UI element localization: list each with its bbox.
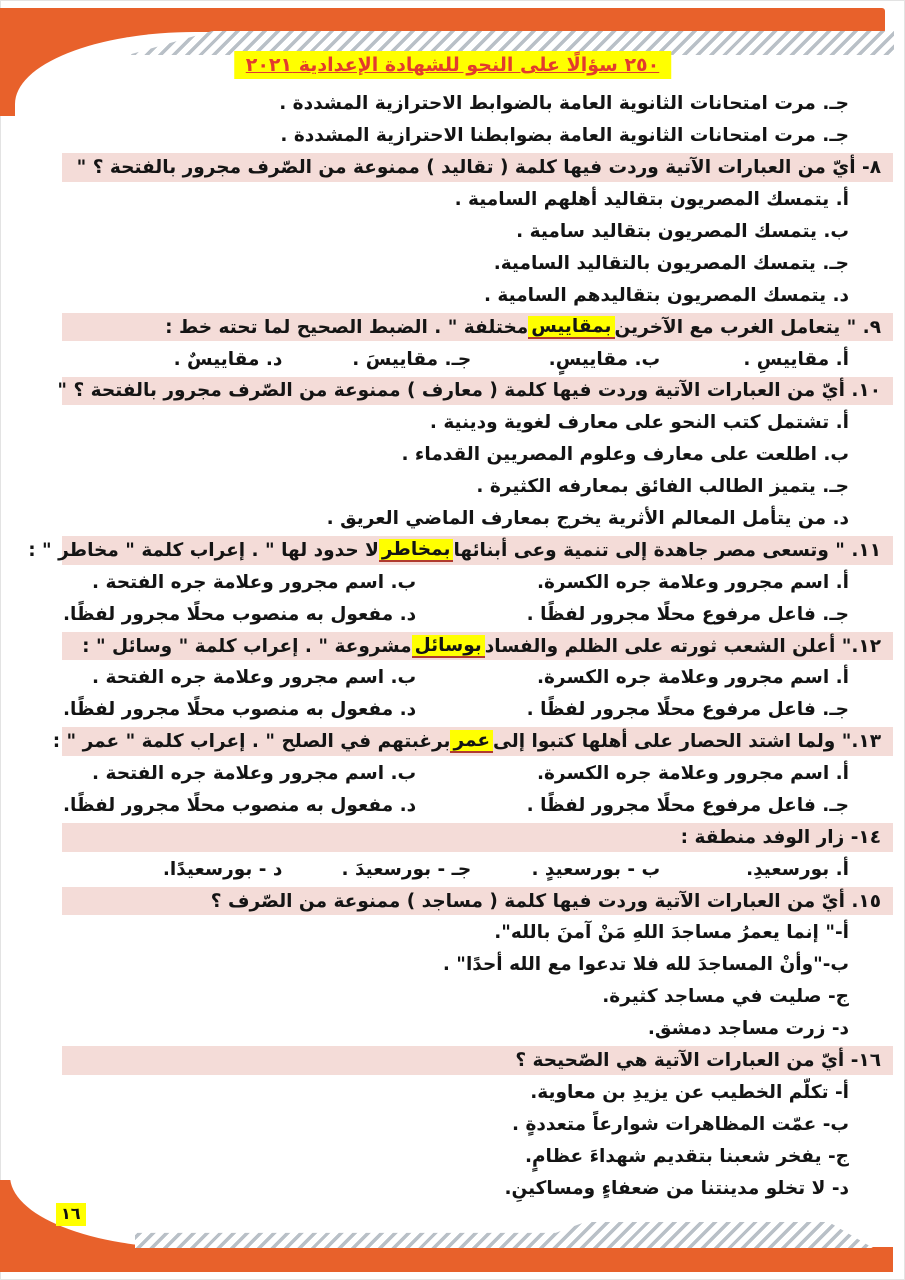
highlighted-word: عمر [450, 730, 493, 753]
option-text: جـ. يتمسك المصريون بالتقاليد السامية. [493, 252, 849, 274]
option-text: د. مفعول به منصوب محلًا مجرور لفظًا. [63, 794, 417, 816]
question-text: ١٦- أيّ من العبارات الآتية هي الصّحيحة ؟ [515, 1050, 881, 1072]
answer-options-row [62, 343, 893, 375]
option-text: ب-"وأنْ المساجدَ لله فلا تدعوا مع الله أحدًا" . [442, 954, 849, 976]
answer-option [62, 1076, 893, 1108]
option-text: ج- صليت في مساجد كثيرة. [602, 986, 849, 1008]
question-text: ١٠. أيّ من العبارات الآتية وردت فيها كلمة ( معارف ) ممنوعة من الصّرف مجرور بالفتحة ؟ " [57, 380, 881, 402]
bottom-orange-band [0, 1247, 893, 1272]
option-text: ب- عمّت المظاهرات شوارعاً متعددةٍ . [512, 1113, 849, 1135]
page-number: ١٦ [56, 1203, 86, 1226]
option-text: أ. مقاييسِ . [743, 348, 849, 370]
highlighted-word: بمخاطر [379, 539, 454, 562]
option-text: د. يتمسك المصريون بتقاليدهم السامية . [483, 284, 849, 306]
answer-option [62, 917, 893, 949]
question-text: برغبتهم في الصلح " . إعراب كلمة " عمر " : [52, 731, 451, 753]
answer-option [62, 407, 893, 439]
option-text: أ-" إنما يعمرُ مساجدَ اللهِ مَنْ آمنَ بالله". [494, 922, 849, 944]
option-text: جـ. يتميز الطالب الفائق بمعارفه الكثيرة . [476, 476, 849, 498]
question-text: ١٢." أعلن الشعب ثورته على الظلم والفساد [484, 635, 881, 657]
question-text: مختلفة " . الضبط الصحيح لما تحته خط : [165, 316, 529, 338]
highlighted-word: بمقاييس [528, 316, 614, 339]
answer-option [62, 1013, 893, 1045]
highlighted-word: بوسائل [412, 635, 485, 658]
question-stem-11 [28, 536, 893, 565]
question-text: ١٥. أيّ من العبارات الآتية وردت فيها كلمة ( مساجد ) ممنوعة من الصّرف ؟ [210, 890, 881, 912]
option-text: د. مفعول به منصوب محلًا مجرور لفظًا. [63, 699, 417, 721]
question-stem-9 [62, 313, 893, 342]
question-text: لا حدود لها " . إعراب كلمة " مخاطر " : [28, 539, 379, 561]
option-text: د. مفعول به منصوب محلًا مجرور لفظًا. [63, 603, 417, 625]
option-text: أ- تكلّم الخطيب عن يزيدِ بن معاوية. [530, 1081, 849, 1103]
answer-options-row [62, 694, 893, 726]
option-text: د- زرت مساجد دمشق. [647, 1018, 849, 1040]
question-text: مشروعة " . إعراب كلمة " وسائل " : [82, 635, 412, 657]
option-text: ب. اسم مجرور وعلامة جره الفتحة . [92, 763, 417, 785]
question-stem-10 [57, 377, 893, 406]
answer-options-row [62, 853, 893, 885]
question-stem-13 [52, 727, 893, 756]
answer-option [62, 279, 893, 311]
question-stem-14 [62, 823, 893, 852]
question-text: ١٤- زار الوفد منطقة : [680, 826, 881, 848]
intro-line-text: جـ. مرت امتحانات الثانوية العامة بالضوابط الاحترازية المشددة . [279, 93, 849, 115]
option-text: أ. اسم مجرور وعلامة جره الكسرة. [536, 571, 849, 593]
question-stem-15 [62, 887, 893, 916]
option-text: أ. اسم مجرور وعلامة جره الكسرة. [536, 667, 849, 689]
question-stem-12 [62, 632, 893, 661]
answer-options-row [62, 598, 893, 630]
answer-option [62, 216, 893, 248]
option-text: أ. بورسعيدِ. [746, 858, 849, 880]
intro-line-text: جـ. مرت امتحانات الثانوية العامة بضوابطنا الاحترازية المشددة . [280, 125, 849, 147]
answer-options-row [62, 790, 893, 822]
answer-option [62, 247, 893, 279]
answer-options-row [62, 566, 893, 598]
option-text: د. من يتأمل المعالم الأثرية يخرج بمعارف الماضي العريق . [326, 507, 849, 529]
option-text: ب. اطلعت على معارف وعلوم المصريين القدماء . [401, 444, 849, 466]
answer-option [62, 503, 893, 535]
question-text: ٨- أيّ من العبارات الآتية وردت فيها كلمة ( تقاليد ) ممنوعة من الصّرف مجرور بالفتحة ؟ " [76, 157, 881, 179]
answer-option [62, 184, 893, 216]
questions-list [28, 88, 893, 1204]
option-text: جـ - بورسعيدَ . [341, 858, 472, 880]
intro-line [62, 88, 893, 120]
option-text: جـ. فاعل مرفوع محلًا مجرور لفظًا . [526, 699, 849, 721]
answer-options-row [62, 662, 893, 694]
question-stem-8 [62, 153, 893, 182]
question-text: ٩. " يتعامل الغرب مع الآخرين [614, 316, 881, 338]
option-text: د. مقاييسٌ . [173, 348, 283, 370]
option-text: أ. اسم مجرور وعلامة جره الكسرة. [536, 763, 849, 785]
option-text: ب. اسم مجرور وعلامة جره الفتحة . [92, 667, 417, 689]
option-text: جـ. مقاييسَ . [352, 348, 472, 370]
answer-option [62, 439, 893, 471]
question-stem-16 [62, 1046, 893, 1075]
option-text: ج- يفخر شعبنا بتقديم شهداءَ عظامٍ. [524, 1145, 849, 1167]
option-text: ب. مقاييسٍ. [548, 348, 661, 370]
answer-option [62, 471, 893, 503]
option-text: جـ. فاعل مرفوع محلًا مجرور لفظًا . [526, 603, 849, 625]
option-text: أ. تشتمل كتب النحو على معارف لغوية ودينية . [429, 412, 849, 434]
option-text: د- لا تخلو مدينتنا من ضعفاءٍ ومساكينِ. [504, 1177, 849, 1199]
option-text: ب - بورسعيدٍ . [531, 858, 661, 880]
answer-option [62, 1172, 893, 1204]
answer-option [62, 1140, 893, 1172]
answer-options-row [62, 758, 893, 790]
option-text: جـ. فاعل مرفوع محلًا مجرور لفظًا . [526, 794, 849, 816]
page-title: ٢٥٠ سؤالًا على النحو للشهادة الإعدادية ٢٠٢١ [234, 51, 672, 79]
intro-line [62, 120, 893, 152]
option-text: أ. يتمسك المصريون بتقاليد أهلهم السامية . [454, 189, 849, 211]
answer-option [62, 1108, 893, 1140]
option-text: ب. يتمسك المصريون بتقاليد سامية . [516, 220, 849, 242]
answer-option [62, 981, 893, 1013]
question-text: ١٣." ولما اشتد الحصار على أهلها كتبوا إلى [493, 731, 881, 753]
option-text: د - بورسعيدًا. [162, 858, 283, 880]
question-text: ١١. " وتسعى مصر جاهدة إلى تنمية وعى أبنائها [453, 539, 881, 561]
answer-option [62, 949, 893, 981]
option-text: ب. اسم مجرور وعلامة جره الفتحة . [92, 571, 417, 593]
